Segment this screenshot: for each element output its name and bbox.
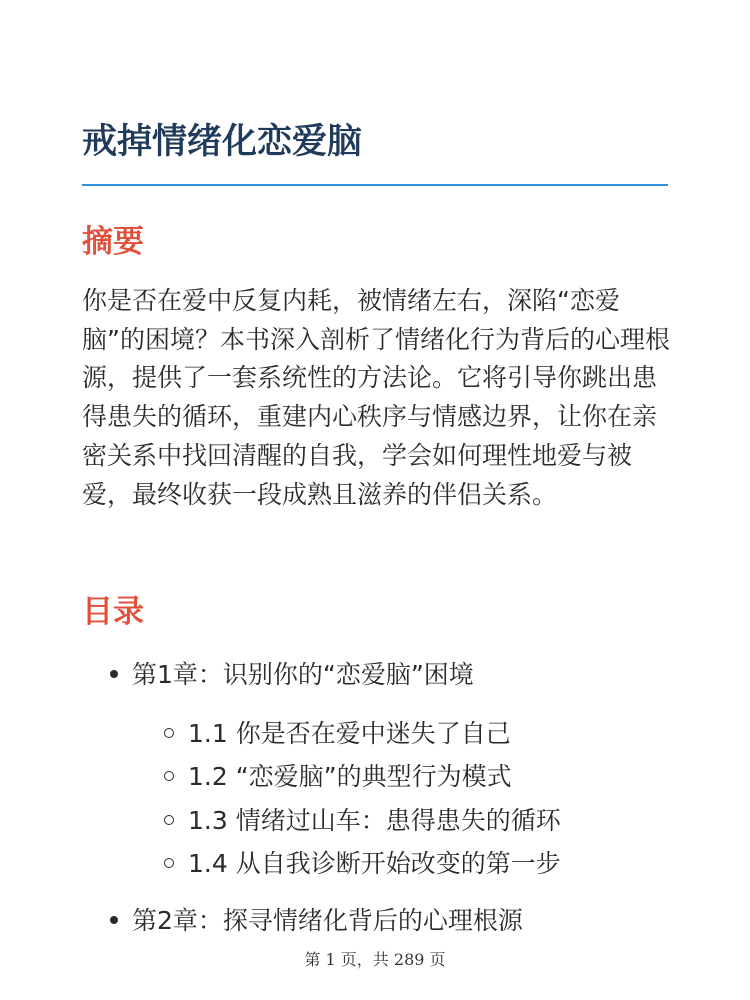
toc-section-1-3[interactable] xyxy=(164,803,561,839)
toc-section-label: 1.3 情绪过山车：患得患失的循环 xyxy=(188,806,561,835)
hollow-bullet-icon xyxy=(164,728,174,738)
document-title: 戒掉情绪化恋爱脑 xyxy=(82,122,363,162)
toc-section-1-1[interactable] xyxy=(164,716,511,752)
toc-chapter-label: 第1章：识别你的“恋爱脑”困境 xyxy=(132,660,474,689)
toc-chapter-2[interactable] xyxy=(110,903,523,939)
toc-section-label: 1.1 你是否在爱中迷失了自己 xyxy=(188,719,511,748)
toc-section-1-2[interactable] xyxy=(164,759,512,795)
toc-section-1-4[interactable] xyxy=(164,846,561,882)
title-divider xyxy=(82,184,668,186)
toc-heading: 目录 xyxy=(82,594,144,630)
bullet-icon xyxy=(110,916,118,924)
hollow-bullet-icon xyxy=(164,815,174,825)
bullet-icon xyxy=(110,670,118,678)
page-indicator: 第 1 页，共 289 页 xyxy=(304,950,446,969)
toc-chapter-label: 第2章：探寻情绪化背后的心理根源 xyxy=(132,906,523,935)
summary-heading: 摘要 xyxy=(82,224,144,260)
toc-chapter-1[interactable] xyxy=(110,657,474,693)
toc-section-label: 1.4 从自我诊断开始改变的第一步 xyxy=(188,849,561,878)
toc-section-label: 1.2 “恋爱脑”的典型行为模式 xyxy=(188,762,512,791)
hollow-bullet-icon xyxy=(164,771,174,781)
hollow-bullet-icon xyxy=(164,858,174,868)
summary-paragraph: 你是否在爱中反复内耗，被情绪左右，深陷“恋爱脑”的困境？本书深入剖析了情绪化行为背后的心理根源，提供了一套系统性的方法论。它将引导你跳出患得患失的循环，重建内心秩序与情感边界，让你在亲密关系中找回清醒的自我，学会如何理性地爱与被爱，最终收获一段成熟且滋养的伴侣关系。 xyxy=(82,286,670,509)
